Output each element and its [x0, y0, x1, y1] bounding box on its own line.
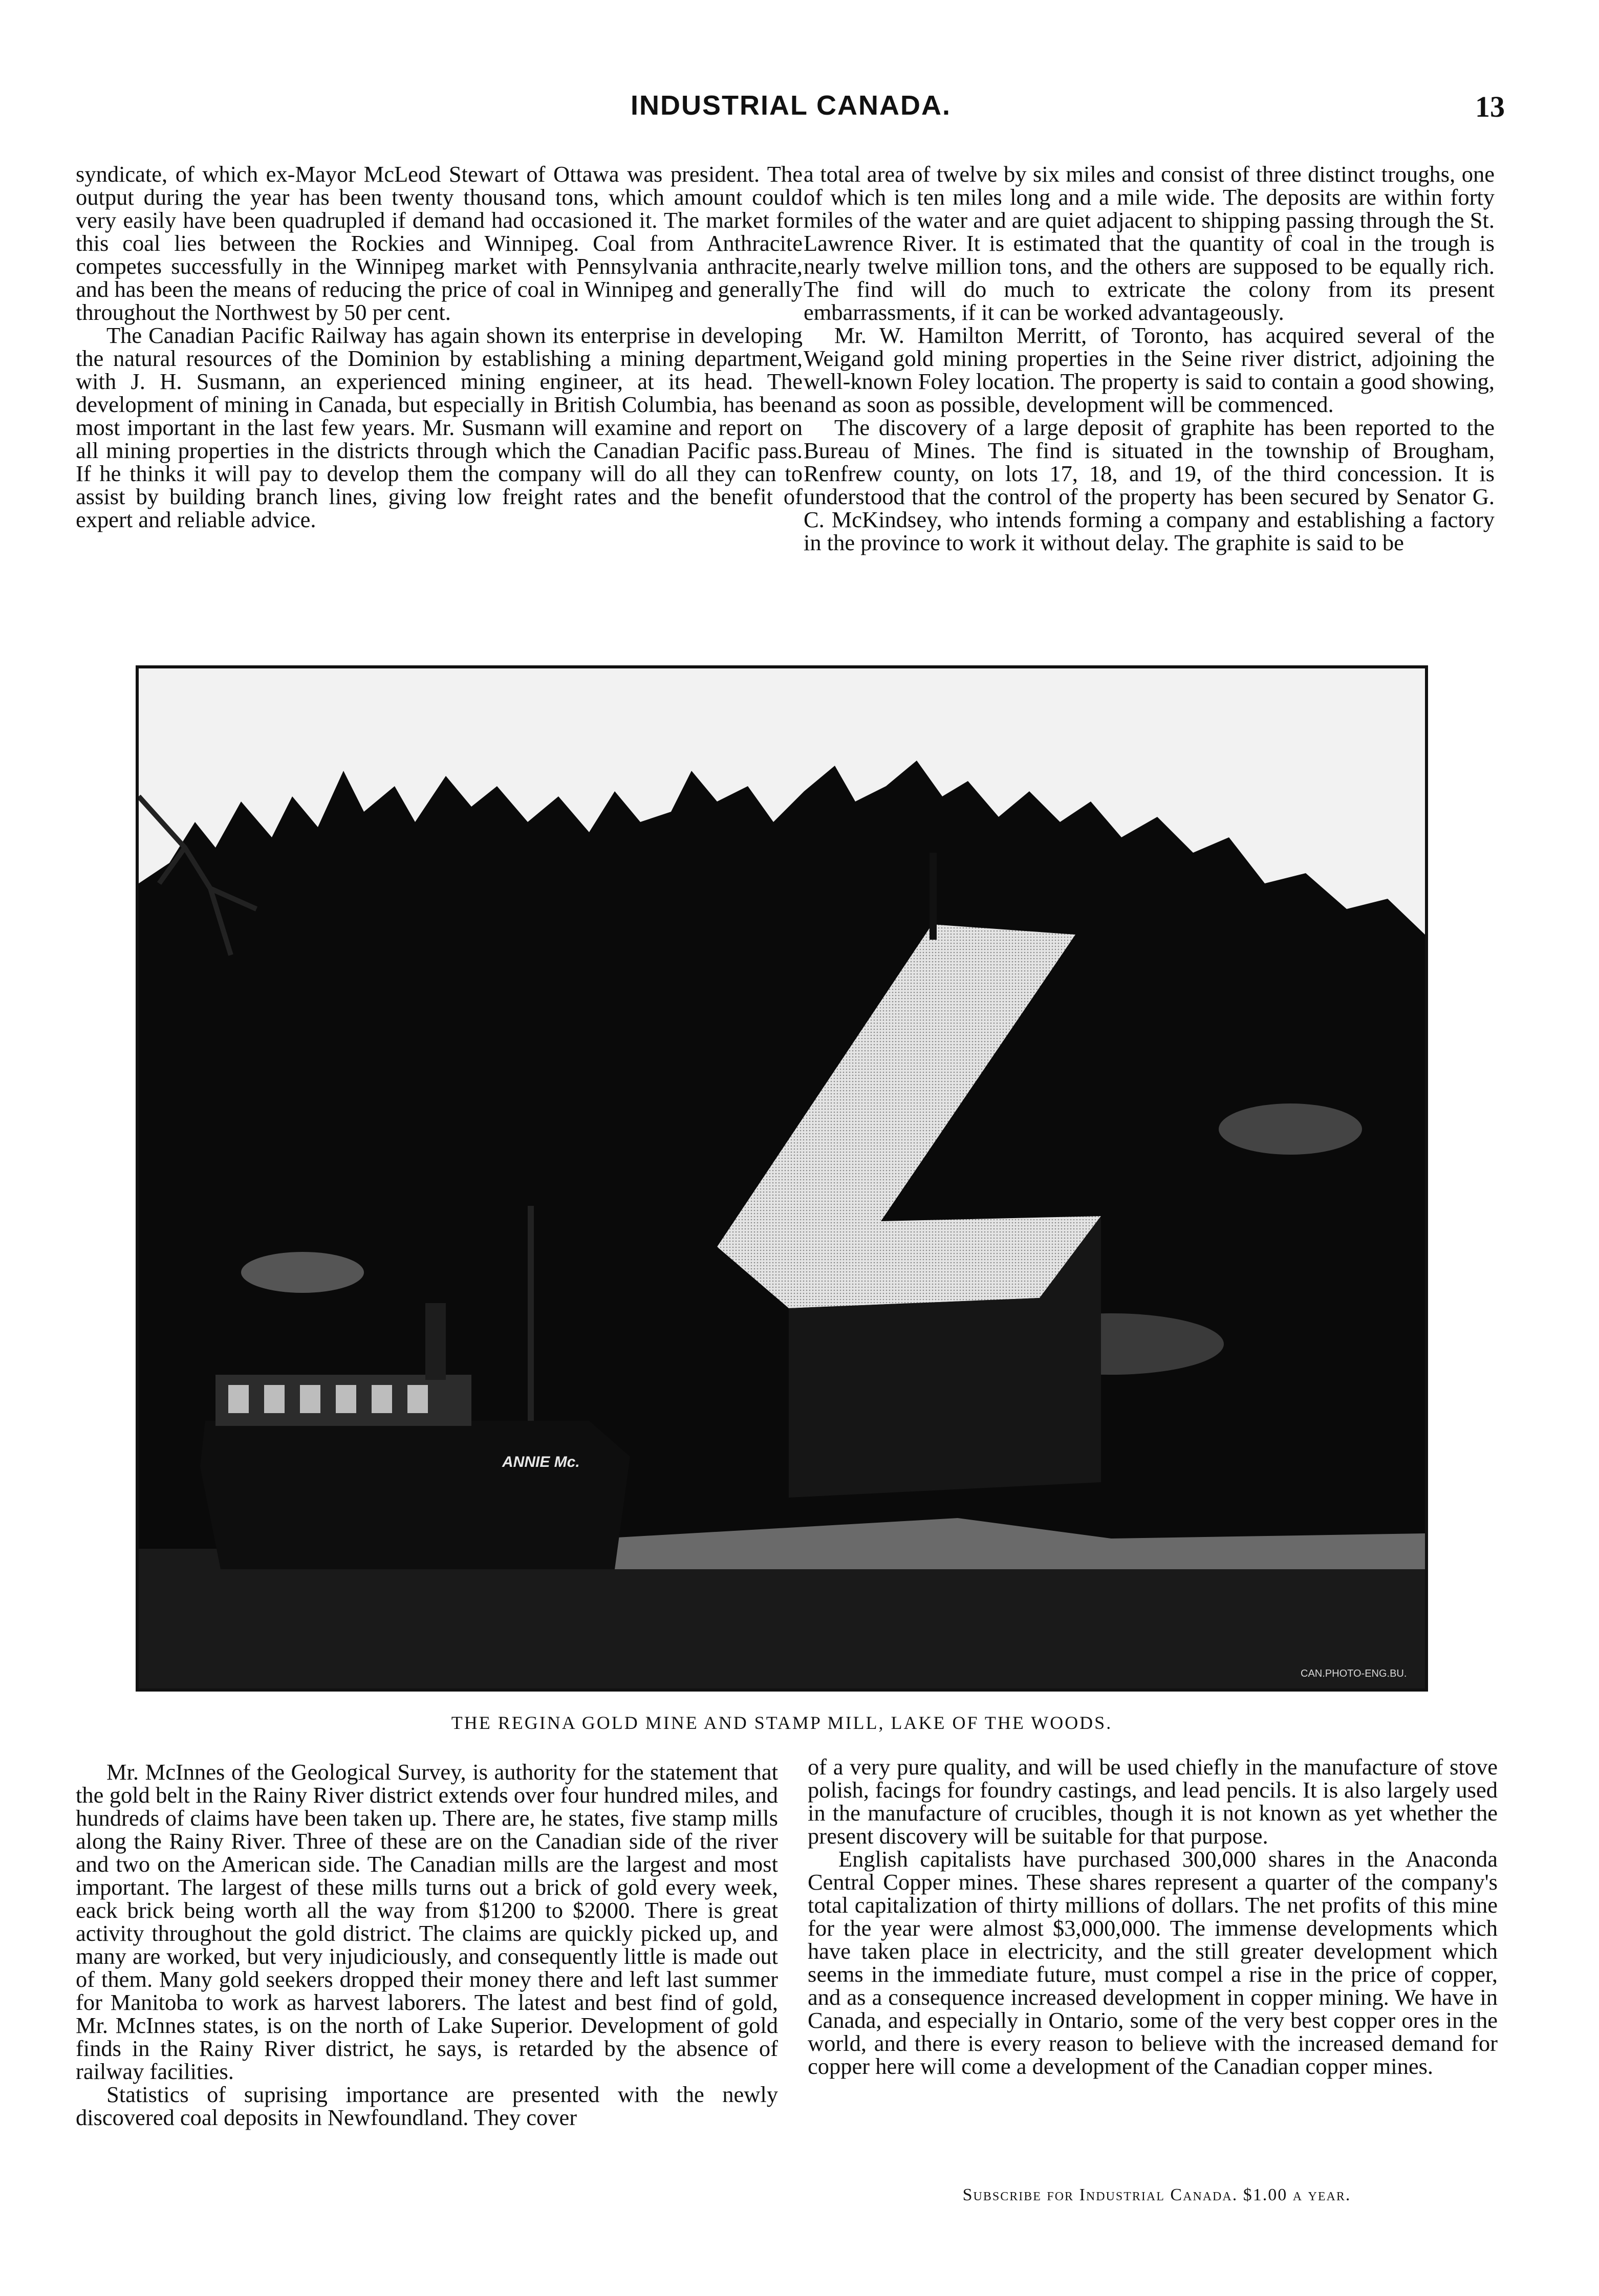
foliage-highlight: [241, 1252, 364, 1293]
paragraph: Statistics of suprising importance are presented with the newly discovered coal deposits in Newfoundland. They cover: [76, 2082, 778, 2130]
column-bottom-right: [808, 1756, 1498, 2078]
paragraph: The discovery of a large deposit of graphite has been reported to the Bureau of Mines. The find is situated in the township of Brougham, Renfrew county, on lots 17, 18, and 19, of the third concession. It is understood that the control of the property has been secured by Senator G. C. McKindsey, who intends forming a company and establishing a factory in the province to work it without delay. The graphite is said to be: [804, 415, 1495, 555]
chimney: [930, 853, 937, 940]
paragraph: The Canadian Pacific Railway has again shown its enterprise in developing the natural resources of the Dominion by establishing a mining department, with J. H. Susmann, an experienced mining engineer, at its head. The development of mining in Canada, but especially in British Columbia, has been most important in the last few years. Mr. Susmann will examine and report on all mining properties in the districts through which the Canadian Pacific pass. If he thinks it will pay to develop them the company will do all they can to assist by building branch lines, giving low freight rates and the benefit of expert and reliable advice.: [76, 322, 803, 532]
page-number: 13: [1475, 90, 1505, 123]
paragraph: English capitalists have purchased 300,000 shares in the Anaconda Central Copper mines. These shares represent a quarter of the company's total capitalization of thirty millions of dollars. The net profits of this mine for the year were almost $3,000,000. The immense developments which have taken place in electricity, and the still greater development which seems in the immediate future, must compel a rise in the price of copper, and as a consequence increased development in copper mining. We have in Canada, and especially in Ontario, some of the very best copper ores in the world, and there is every reason to believe with the increased demand for copper here will come a development of the Canadian copper mines.: [808, 1846, 1498, 2079]
paragraph: Mr. McInnes of the Geological Survey, is authority for the statement that the gold belt in the Rainy River district extends over four hundred miles, and hundreds of claims have been taken up. There are, he states, five stamp mills along the Rainy River. Three of these are on the Canadian side of the river and two on the American side. The Canadian mills are the largest and most important. The largest of these mills turns out a brick of gold every week, eack brick being worth all the way from $1200 to $2000. There is great activity throughout the gold district. The claims are quickly picked up, and many are worked, but very injudiciously, and consequently little is made out of them. Many gold seekers dropped their money there and left last summer for Manitoba to work as harvest laborers. The latest and best find of gold, Mr. McInnes states, is on the north of Lake Superior. Development of gold finds in the Rainy River district, he says, is retarded by the absence of railway facilities.: [76, 1759, 778, 2084]
running-head: [77, 90, 1505, 131]
foliage-highlight: [1219, 1103, 1362, 1155]
lake-water: [139, 1549, 1425, 1688]
column-bottom-left: [76, 1761, 778, 2129]
smokestack: [425, 1303, 446, 1380]
column-top-left: [76, 163, 803, 531]
subscription-notice: Subscribe for Industrial Canada. $1.00 a year.: [962, 2185, 1351, 2204]
photo-caption: THE REGINA GOLD MINE AND STAMP MILL, LAKE OF THE WOODS.: [451, 1713, 1113, 1733]
paragraph: a total area of twelve by six miles and consist of three distinct troughs, one of which is ten miles long and a mile wide. The deposits are within forty miles of the water and are quiet adjacent to shipping passing through the St. Lawrence River. It is estimated that the quantity of coal in the trough is nearly twelve million tons, and the others are supposed to be equally rich. The find will do much to extricate the colony from its present embarrassments, if it can be worked advantageously.: [804, 161, 1495, 325]
steamboat-hull: [200, 1421, 630, 1569]
page-title: INDUSTRIAL CANADA.: [631, 90, 951, 121]
column-top-right: [804, 163, 1495, 554]
engraver-credit: CAN.PHOTO-ENG.BU.: [1301, 1668, 1407, 1679]
paragraph: of a very pure quality, and will be used chiefly in the manufacture of stove polish, facings for foundry castings, and lead pencils. It is also largely used in the manufacture of crucibles, though it is not known as yet whether the present discovery will be suitable for that purpose.: [808, 1754, 1498, 1849]
boat-name-label: ANNIE Mc.: [502, 1454, 580, 1470]
paragraph: syndicate, of which ex-Mayor McLeod Stewart of Ottawa was president. The output during the year has been twenty thousand tons, which amount could very easily have been quadrupled if demand had occasioned it. The market for this coal lies between the Rockies and Winnipeg. Coal from Anthracite competes successfully in the Winnipeg market with Pennsylvania anthracite, and has been the means of reducing the price of coal in Winnipeg and generally throughout the Northwest by 50 per cent.: [76, 161, 803, 325]
paragraph: Mr. W. Hamilton Merritt, of Toronto, has acquired several of the Weigand gold mining properties in the Seine river district, adjoining the well-known Foley location. The property is said to contain a good showing, and as soon as possible, development will be commenced.: [804, 322, 1495, 417]
photo-illustration: [139, 668, 1425, 1688]
photograph-regina-gold-mine: [136, 665, 1428, 1692]
